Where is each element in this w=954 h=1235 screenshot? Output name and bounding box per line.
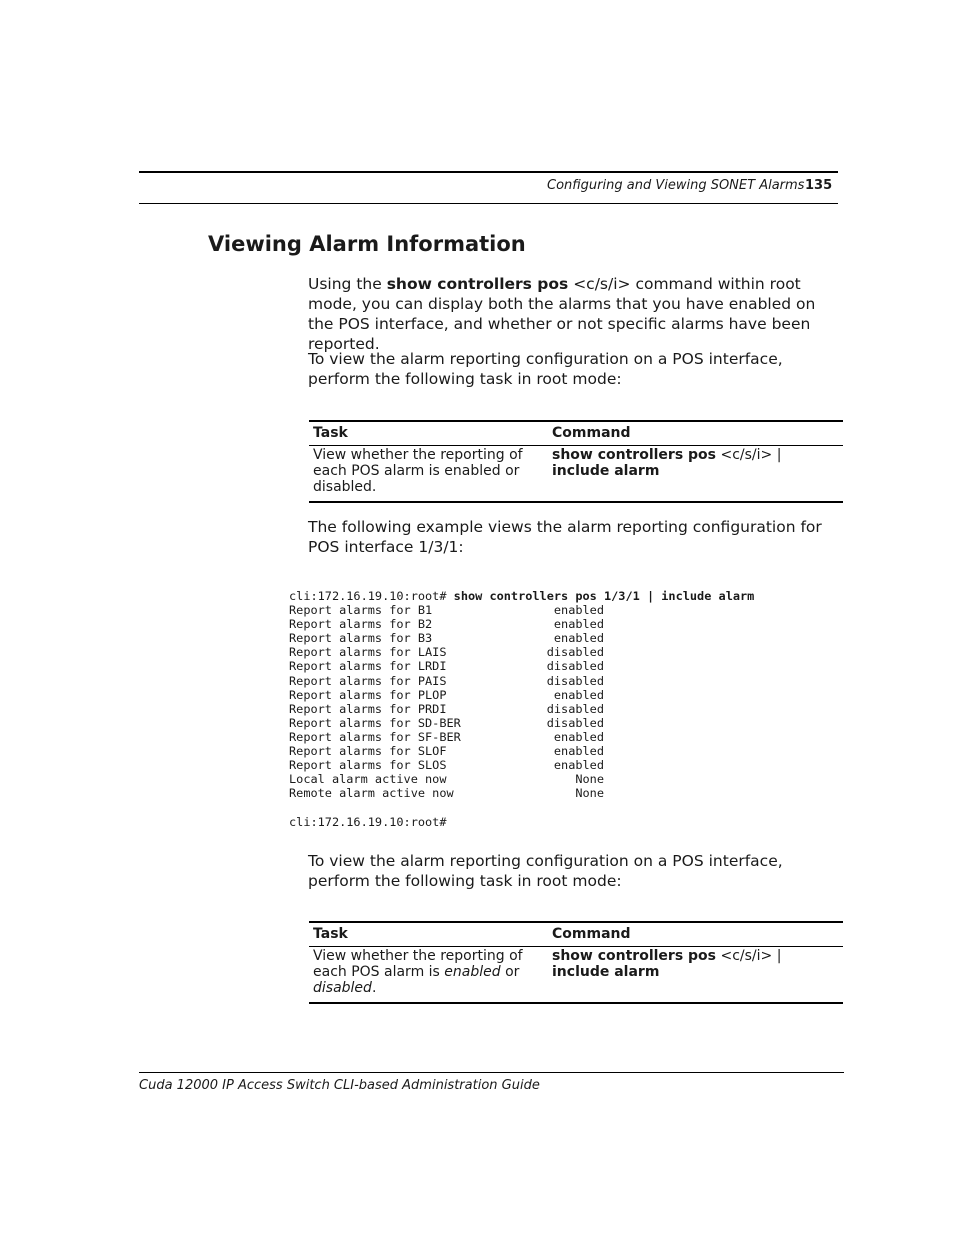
cli-output-line: Local alarm active now None (289, 772, 604, 787)
cli-prompt: cli:172.16.19.10:root# (289, 589, 454, 603)
footer-rule (139, 1072, 844, 1073)
cli-output-line: Report alarms for LAIS disabled (289, 645, 604, 660)
column-header-command: Command (548, 922, 843, 947)
task-table-2 (309, 921, 843, 1004)
column-header-command: Command (548, 421, 843, 446)
cli-output-line: Report alarms for SD-BER disabled (289, 715, 604, 730)
table-row (309, 947, 843, 1004)
cli-output-line: Report alarms for PLOP enabled (289, 687, 604, 702)
task-intro-paragraph-2: To view the alarm reporting configuration on a POS interface, perform the following task in root mode: (308, 852, 783, 890)
cli-output-line: Report alarms for B2 enabled (289, 617, 604, 632)
example-intro-paragraph: The following example views the alarm reporting configuration for POS interface 1/3/1: (308, 518, 822, 556)
header-top-rule (139, 171, 838, 173)
page-title: Viewing Alarm Information (208, 232, 526, 256)
table-row (309, 446, 843, 503)
column-header-task: Task (309, 421, 548, 446)
task-intro-paragraph: To view the alarm reporting configuration on a POS interface, perform the following task in root mode: (308, 350, 783, 388)
cli-output-line: Report alarms for PAIS disabled (289, 673, 604, 688)
cli-output-line: Report alarms for B3 enabled (289, 631, 604, 646)
header-page-number: 135 (805, 178, 833, 193)
task-cell: View whether the reporting of each POS alarm is enabled or disabled. (309, 947, 548, 1004)
table-header-row (309, 421, 843, 446)
cli-output-line: Report alarms for SF-BER enabled (289, 729, 604, 744)
cli-example (289, 589, 754, 829)
cli-output-line: Report alarms for LRDI disabled (289, 659, 604, 674)
task-table-1 (309, 420, 843, 503)
cli-output-line: Report alarms for B1 enabled (289, 603, 604, 618)
command-cell: show controllers pos <c/s/i> | include alarm (548, 446, 843, 503)
command-cell: show controllers pos <c/s/i> | include alarm (548, 947, 843, 1004)
cli-output-line: Report alarms for SLOF enabled (289, 744, 604, 759)
intro-paragraph: Using the show controllers pos <c/s/i> command within root mode, you can display both the alarms that you have enabled on the POS interface, and whether or not specific alarms have been reported. (308, 275, 816, 353)
cli-output-line: cli:172.16.19.10:root# (289, 814, 447, 829)
cli-command: show controllers pos 1/3/1 | include alarm (453, 589, 755, 603)
table-header-row (309, 922, 843, 947)
cli-output-line: Report alarms for SLOS enabled (289, 758, 604, 773)
header-bottom-rule (139, 203, 838, 204)
cli-output-line: Report alarms for PRDI disabled (289, 701, 604, 716)
intro-command: show controllers pos (386, 275, 569, 293)
cli-output-line: Remote alarm active now None (289, 786, 604, 801)
header-section-title: Configuring and Viewing SONET Alarms (547, 178, 805, 193)
task-cell: View whether the reporting of each POS alarm is enabled or disabled. (309, 446, 548, 503)
column-header-task: Task (309, 922, 548, 947)
footer-book-title: Cuda 12000 IP Access Switch CLI-based Administration Guide (139, 1078, 540, 1093)
cli-output (289, 603, 604, 828)
